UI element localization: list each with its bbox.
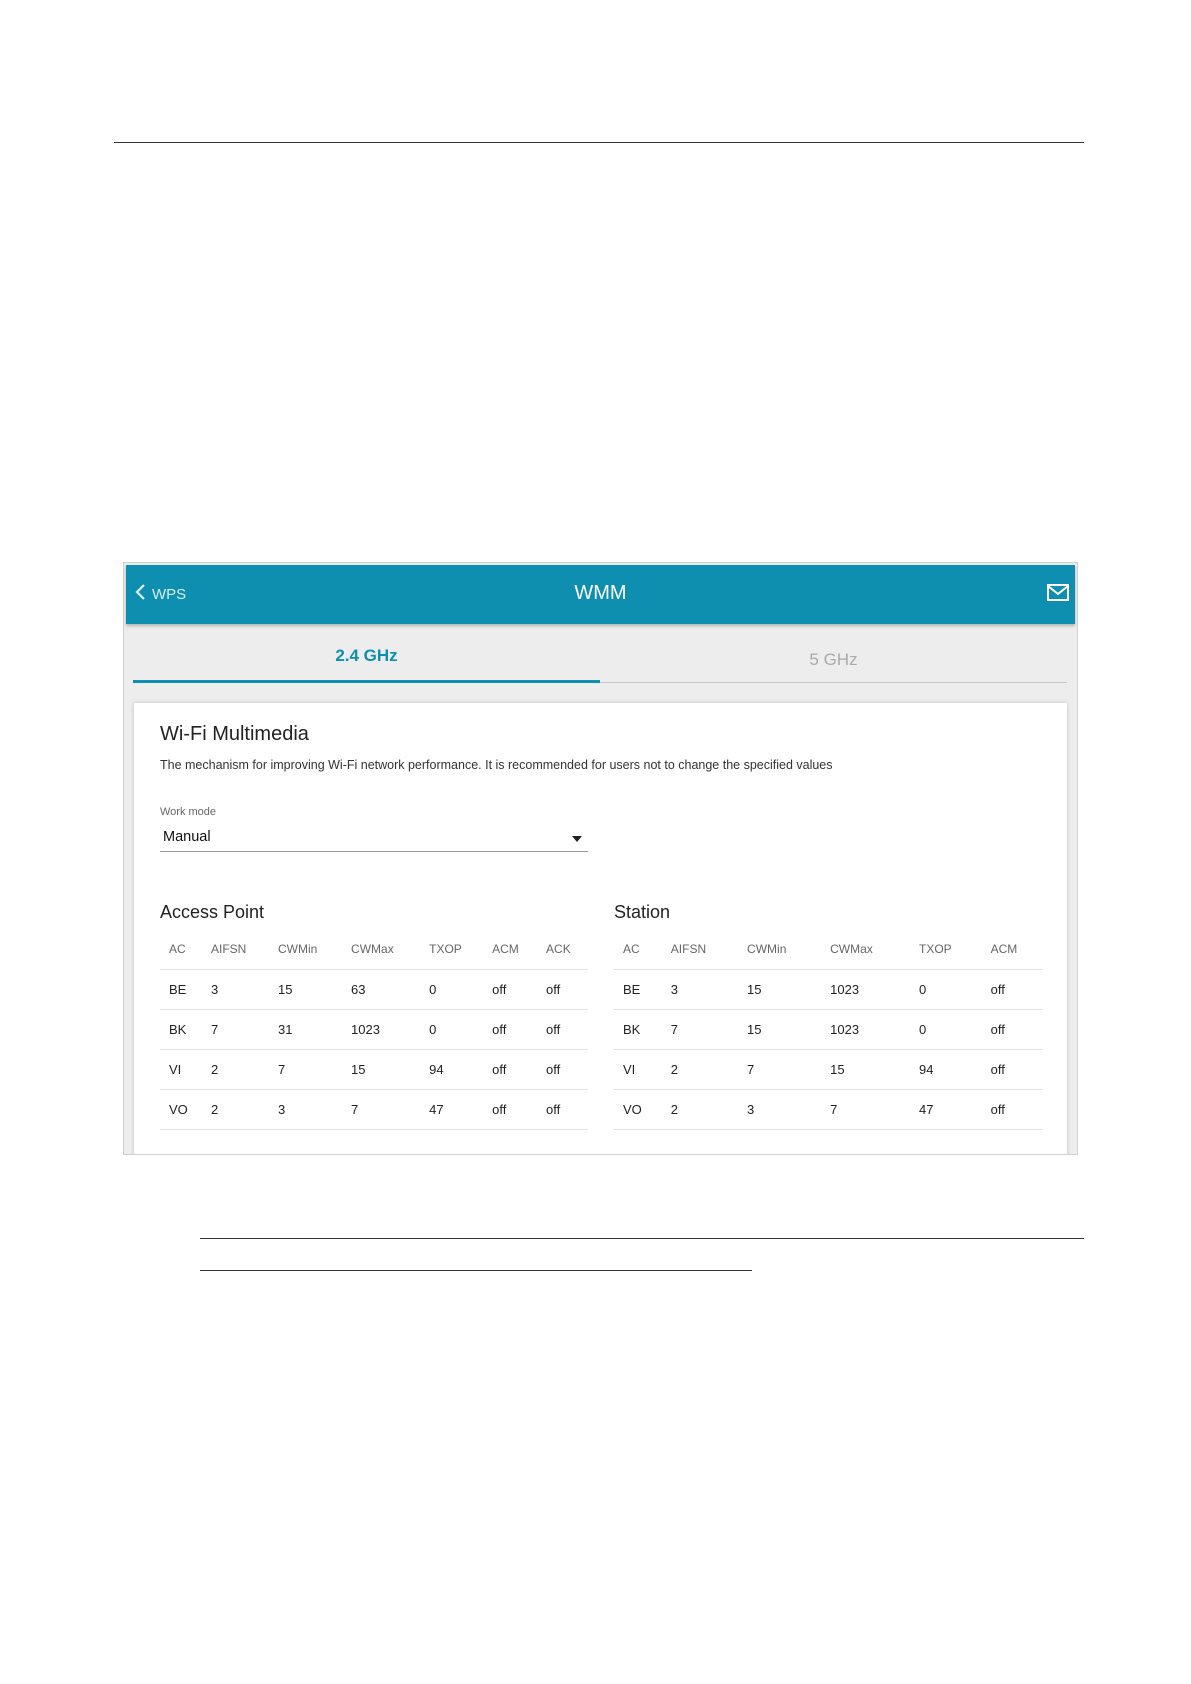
table-row (614, 970, 1043, 1010)
table-cell: 1023 (342, 1010, 420, 1050)
table-cell: BK (614, 1010, 662, 1050)
chevron-down-icon (572, 836, 582, 842)
back-label: WPS (152, 586, 187, 603)
notifications-button[interactable] (1047, 584, 1069, 606)
column-header: ACK (537, 928, 588, 970)
table-cell: 0 (910, 1010, 982, 1050)
table-cell: 15 (269, 970, 342, 1010)
column-header: ACM (982, 928, 1043, 970)
table-cell: 0 (420, 1010, 483, 1050)
divider-line (200, 1270, 752, 1271)
table-row (614, 1050, 1043, 1090)
table-cell: VI (614, 1050, 662, 1090)
table-cell: 63 (342, 970, 420, 1010)
table-cell: off (982, 970, 1043, 1010)
wmm-screenshot (123, 562, 1078, 1155)
tab-2-4-ghz[interactable]: 2.4 GHz (133, 624, 600, 683)
table-cell: 15 (821, 1050, 910, 1090)
table-cell: off (982, 1010, 1043, 1050)
table-cell: 3 (202, 970, 269, 1010)
table-cell: off (982, 1050, 1043, 1090)
table-cell: 2 (202, 1090, 269, 1130)
table-cell: 0 (420, 970, 483, 1010)
page-title: WMM (574, 582, 627, 604)
table-cell: off (483, 1010, 537, 1050)
table-cell: 7 (342, 1090, 420, 1130)
column-header: CWMax (821, 928, 910, 970)
table-cell: VO (160, 1090, 202, 1130)
table-cell: 3 (269, 1090, 342, 1130)
table-cell: 2 (662, 1050, 738, 1090)
column-header: TXOP (420, 928, 483, 970)
table-cell: 1023 (821, 970, 910, 1010)
table-cell: 1023 (821, 1010, 910, 1050)
table-cell: 7 (662, 1010, 738, 1050)
card-description: The mechanism for improving Wi-Fi network performance. It is recommended for users not to change the specified values (160, 758, 833, 772)
table-cell: off (483, 1050, 537, 1090)
table-cell: 7 (821, 1090, 910, 1130)
table-row (160, 1050, 588, 1090)
table-cell: off (982, 1090, 1043, 1130)
table-cell: off (537, 970, 588, 1010)
wmm-card (134, 703, 1067, 1155)
table-cell: 94 (420, 1050, 483, 1090)
table-cell: 0 (910, 970, 982, 1010)
column-header: AIFSN (202, 928, 269, 970)
table-cell: 3 (738, 1090, 821, 1130)
table-cell: 94 (910, 1050, 982, 1090)
table-row (160, 1010, 588, 1050)
table-cell: BE (614, 970, 662, 1010)
column-header: CWMin (269, 928, 342, 970)
card-title: Wi-Fi Multimedia (160, 723, 309, 745)
table-cell: 47 (910, 1090, 982, 1130)
column-header: CWMax (342, 928, 420, 970)
table-cell: off (537, 1050, 588, 1090)
column-header: CWMin (738, 928, 821, 970)
table-cell: 3 (662, 970, 738, 1010)
table-cell: VI (160, 1050, 202, 1090)
tab-5-ghz[interactable]: 5 GHz (600, 624, 1067, 683)
table-cell: VO (614, 1090, 662, 1130)
band-tabs (133, 624, 1068, 683)
access-point-table (160, 928, 588, 1130)
table-row (614, 1090, 1043, 1130)
column-header: AIFSN (662, 928, 738, 970)
table-cell: off (537, 1090, 588, 1130)
table-cell: 31 (269, 1010, 342, 1050)
table-cell: off (537, 1010, 588, 1050)
work-mode-label: Work mode (160, 806, 217, 818)
access-point-title: Access Point (160, 902, 265, 922)
table-row (160, 1090, 588, 1130)
table-cell: off (483, 1090, 537, 1130)
column-header: AC (160, 928, 202, 970)
work-mode-value: Manual (163, 829, 211, 845)
table-cell: 2 (202, 1050, 269, 1090)
table-cell: BK (160, 1010, 202, 1050)
column-header: ACM (483, 928, 537, 970)
station-table (614, 928, 1043, 1130)
table-cell: 15 (342, 1050, 420, 1090)
work-mode-select[interactable] (160, 821, 588, 852)
column-header: TXOP (910, 928, 982, 970)
header-rule (114, 142, 1084, 143)
top-bar (126, 565, 1075, 624)
table-cell: 7 (738, 1050, 821, 1090)
table-row (160, 970, 588, 1010)
table-cell: 47 (420, 1090, 483, 1130)
table-cell: 15 (738, 1010, 821, 1050)
table-cell: 2 (662, 1090, 738, 1130)
table-cell: 15 (738, 970, 821, 1010)
table-cell: 7 (269, 1050, 342, 1090)
table-row (614, 1010, 1043, 1050)
mail-icon (1047, 588, 1069, 605)
table-cell: 7 (202, 1010, 269, 1050)
station-title: Station (614, 902, 671, 922)
column-header: AC (614, 928, 662, 970)
divider-line (200, 1238, 1084, 1239)
table-cell: off (483, 970, 537, 1010)
table-cell: BE (160, 970, 202, 1010)
